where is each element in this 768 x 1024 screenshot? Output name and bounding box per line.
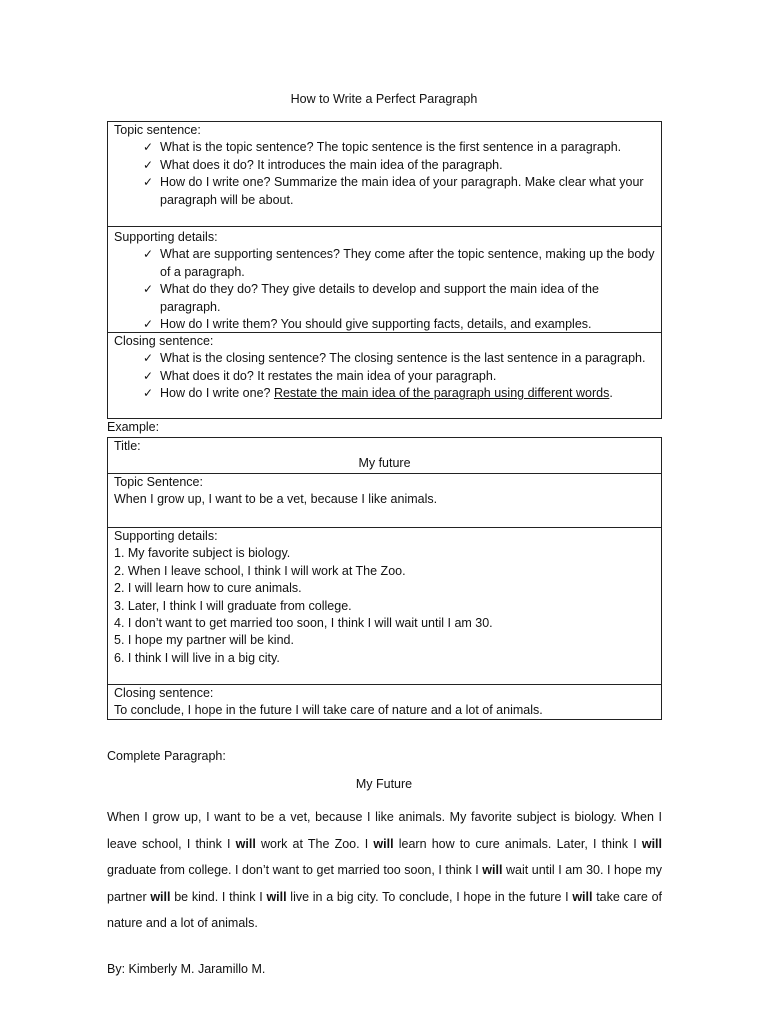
example-supporting-item: 2. When I leave school, I think I will work at The Zoo. xyxy=(114,563,406,578)
example-closing-value: To conclude, I hope in the future I will take care of nature and a lot of animals. xyxy=(114,703,543,718)
check-icon: ✓ xyxy=(142,368,153,383)
topic-item xyxy=(114,157,655,174)
topic-item xyxy=(114,139,655,156)
supporting-item-text: How do I write them? You should give supporting facts, details, and examples. xyxy=(160,317,592,332)
supporting-item xyxy=(114,316,655,333)
closing-item-text: What is the closing sentence? The closing sentence is the last sentence in a paragraph. xyxy=(160,351,646,366)
complete-paragraph-title: My Future xyxy=(355,777,413,791)
example-table xyxy=(107,437,662,720)
paragraph-part: learn how to cure animals. Later, I think I xyxy=(393,836,642,851)
paragraph-part: take care of nature and a lot of animals. xyxy=(107,889,662,930)
example-supporting-item: 1. My favorite subject is biology. xyxy=(114,546,291,561)
example-label: Example: xyxy=(107,420,160,434)
supporting-item xyxy=(114,281,655,316)
check-icon: ✓ xyxy=(142,282,153,297)
closing-item-text xyxy=(160,385,655,402)
topic-item xyxy=(114,174,655,209)
closing-item-suffix: . xyxy=(609,386,613,401)
example-supporting-item: 2. I will learn how to cure animals. xyxy=(114,581,302,596)
paragraph-part-bold: will xyxy=(572,889,593,904)
closing-item-underlined: Restate the main idea of the paragraph using different words xyxy=(273,386,610,401)
example-topic-label: Topic Sentence: xyxy=(114,475,203,489)
example-supporting-item: 6. I think I will live in a big city. xyxy=(114,650,280,665)
paragraph-part-bold: will xyxy=(150,889,171,904)
complete-paragraph-label: Complete Paragraph: xyxy=(107,749,226,763)
paragraph-part: be kind. I think I xyxy=(170,889,267,904)
topic-heading: Topic sentence: xyxy=(114,123,201,137)
topic-section xyxy=(108,122,661,226)
closing-item-text: What does it do? It restates the main idea of your paragraph. xyxy=(160,368,497,383)
paragraph-part-bold: will xyxy=(482,863,503,877)
complete-paragraph xyxy=(107,804,662,937)
example-closing-label: Closing sentence: xyxy=(114,686,214,700)
supporting-heading: Supporting details: xyxy=(114,230,218,244)
supporting-item xyxy=(114,246,655,281)
page-title: How to Write a Perfect Paragraph xyxy=(290,92,478,106)
example-supporting-section xyxy=(108,527,661,684)
paragraph-part: wait until I am 30. I hope my partner xyxy=(107,863,662,904)
closing-item-prefix: How do I write one? xyxy=(160,386,274,401)
example-supporting-item: 5. I hope my partner will be kind. xyxy=(114,633,294,648)
paragraph-part: When I grow up, I want to be a vet, because I like animals. My favorite subject is biology. When I leave school, I think I xyxy=(107,810,662,851)
check-icon: ✓ xyxy=(142,140,153,155)
topic-item-text: What does it do? It introduces the main idea of the paragraph. xyxy=(160,157,503,172)
check-icon: ✓ xyxy=(142,351,153,366)
example-topic-value: When I grow up, I want to be a vet, because I like animals. xyxy=(114,492,438,507)
paragraph-part-bold: will xyxy=(641,836,663,851)
check-icon: ✓ xyxy=(142,175,153,190)
guide-table xyxy=(107,121,662,419)
supporting-section xyxy=(108,226,661,332)
example-supporting-item: 4. I don’t want to get married too soon, I think I will wait until I am 30. xyxy=(114,616,493,631)
example-title-value: My future xyxy=(358,456,411,471)
topic-item-text: How do I write one? Summarize the main idea of your paragraph. Make clear what your paragraph will be about. xyxy=(160,175,644,207)
check-icon: ✓ xyxy=(142,247,153,262)
example-supporting-item: 3. Later, I think I will graduate from college. xyxy=(114,598,352,613)
topic-item-text: What is the topic sentence? The topic sentence is the first sentence in a paragraph. xyxy=(160,140,622,155)
paragraph-part: live in a big city. To conclude, I hope in the future I xyxy=(286,889,573,904)
paragraph-part-bold: will xyxy=(266,889,287,904)
example-topic-section xyxy=(108,473,661,527)
closing-heading: Closing sentence: xyxy=(114,334,214,348)
example-title-label: Title: xyxy=(114,439,141,453)
supporting-item-text: What are supporting sentences? They come after the topic sentence, making up the body of a paragraph. xyxy=(160,247,655,279)
paragraph-part-bold: will xyxy=(373,836,394,851)
check-icon: ✓ xyxy=(142,157,153,172)
check-icon: ✓ xyxy=(142,317,153,332)
paragraph-part: work at The Zoo. I xyxy=(255,836,374,851)
example-title-section xyxy=(108,438,661,473)
closing-section xyxy=(108,332,661,418)
author-byline: By: Kimberly M. Jaramillo M. xyxy=(107,962,266,976)
closing-item xyxy=(114,350,655,367)
example-supporting-label: Supporting details: xyxy=(114,529,218,543)
closing-item xyxy=(114,368,655,385)
paragraph-part: graduate from college. I don’t want to get married too soon, I think I xyxy=(107,863,483,877)
paragraph-part-bold: will xyxy=(235,836,256,851)
check-icon: ✓ xyxy=(142,386,153,401)
example-closing-section xyxy=(108,684,661,719)
closing-item xyxy=(114,385,655,402)
supporting-item-text: What do they do? They give details to develop and support the main idea of the paragraph. xyxy=(160,282,599,314)
